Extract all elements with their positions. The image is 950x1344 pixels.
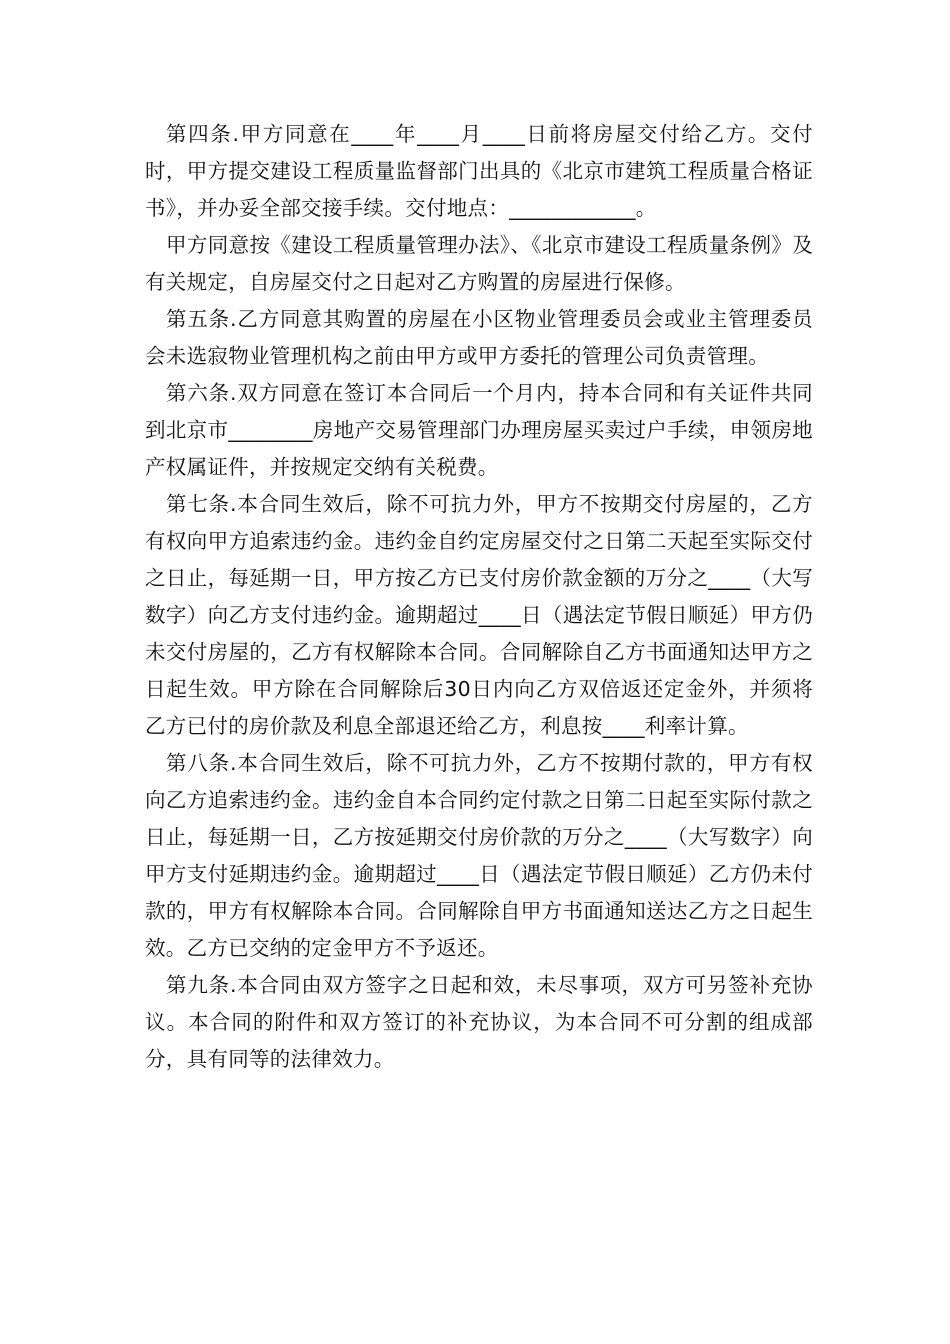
article-8-paragraph: 第八条.本合同生效后，除不可抗力外，乙方不按期付款的，甲方有权向乙方追索违约金。违约金自本合同约定付款之日第二日起至实际付款之日止，每延期一日，乙方按延期交付房价款的万分之____（大写数字）向甲方支付延期违约金。逾期超过____日（遇法定节假日顺延）乙方仍未付款的，甲方有权解除本合同。合同解除自甲方书面通知送达乙方之日起生效。乙方已交纳的定金甲方不予返还。: [145, 751, 813, 960]
article-9-paragraph: 第九条.本合同由双方签字之日起和效，未尽事项，双方可另签补充协议。本合同的附件和双方签订的补充协议，为本合同不可分割的组成部分，具有同等的法律效力。: [145, 973, 813, 1071]
contract-body: [145, 116, 813, 1078]
article-4-warranty-paragraph: 甲方同意按《建设工程质量管理办法》、《北京市建设工程质量条例》及有关规定，自房屋交付之日起对乙方购置的房屋进行保修。: [145, 233, 813, 294]
article-7-paragraph: 第七条.本合同生效后，除不可抗力外，甲方不按期交付房屋的，乙方有权向甲方追索违约金。违约金自约定房屋交付之日第二天起至实际交付之日止，每延期一日，甲方按乙方已支付房价款金额的万分之____（大写数字）向乙方支付违约金。逾期超过____日（遇法定节假日顺延）甲方仍未交付房屋的，乙方有权解除本合同。合同解除自乙方书面通知达甲方之日起生效。甲方除在合同解除后30日内向乙方双倍返还定金外，并须将乙方已付的房价款及利息全部退还给乙方，利息按____利率计算。: [145, 492, 813, 738]
article-4-paragraph: 第四条.甲方同意在____年____月____日前将房屋交付给乙方。交付时，甲方提交建设工程质量监督部门出具的《北京市建筑工程质量合格证书》，并办妥全部交接手续。交付地点：____________。: [145, 122, 813, 220]
article-5-paragraph: 第五条.乙方同意其购置的房屋在小区物业管理委员会或业主管理委员会未选寂物业管理机构之前由甲方或甲方委托的管理公司负责管理。: [145, 307, 813, 368]
article-6-paragraph: 第六条.双方同意在签订本合同后一个月内，持本合同和有关证件共同到北京市________房地产交易管理部门办理房屋买卖过户手续，申领房地产权属证件，并按规定交纳有关税费。: [145, 381, 813, 479]
